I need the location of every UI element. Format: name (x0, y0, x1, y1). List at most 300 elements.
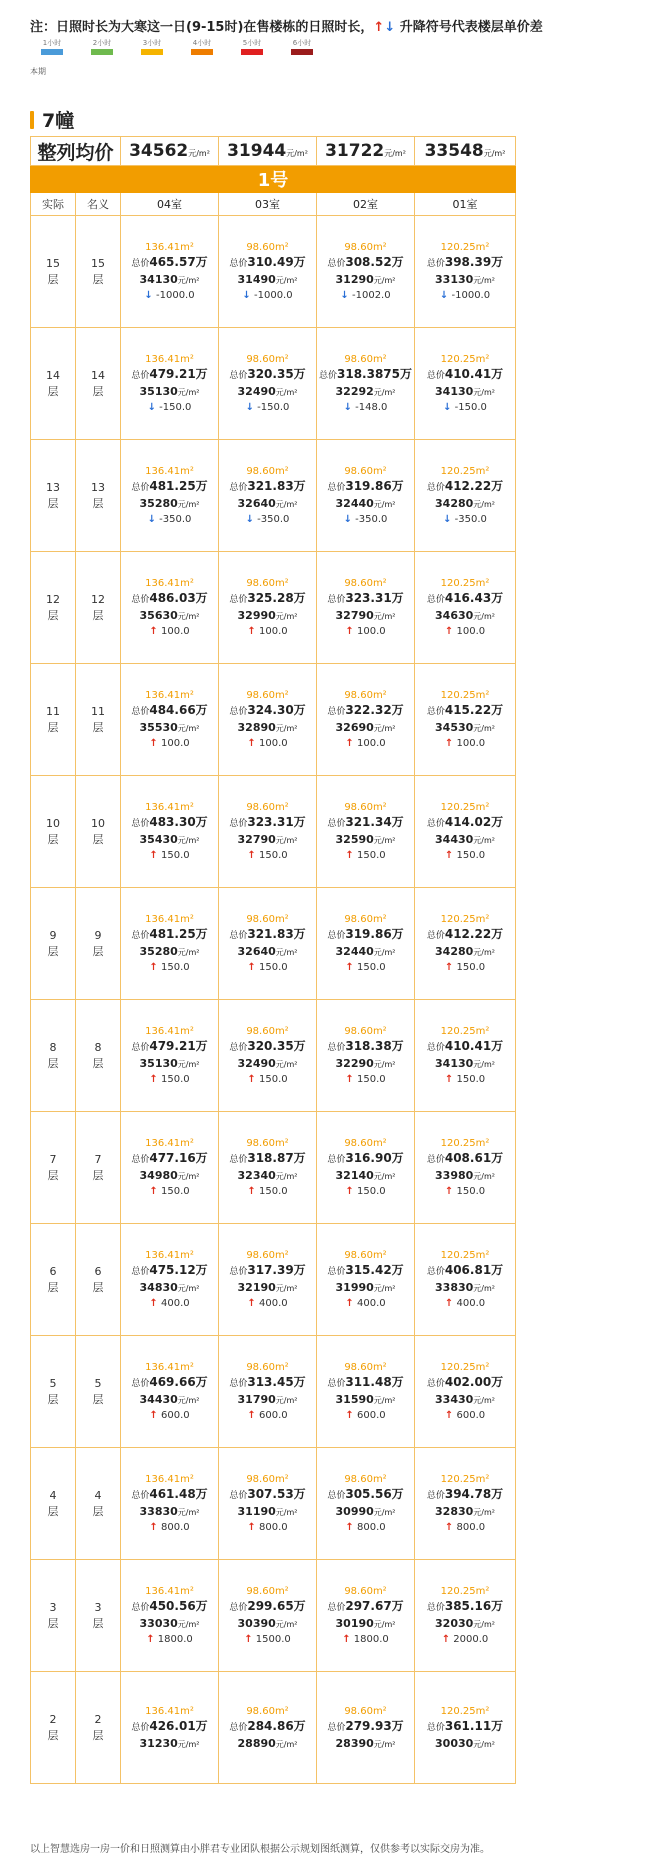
unit-total-price: 总价469.66万 (131, 1375, 208, 1389)
unit-price: 32830元/m² (435, 1505, 495, 1518)
unit-area: 98.60m² (344, 1474, 387, 1485)
unit-area: 120.25m² (440, 354, 490, 365)
unit-cell[interactable] (219, 440, 317, 552)
unit-price: 35630元/m² (139, 609, 200, 622)
floor-nominal: 3 层 (76, 1560, 121, 1672)
floor-row (31, 1560, 516, 1672)
period-label: 本期 (30, 67, 46, 76)
unit-cell[interactable] (121, 1224, 219, 1336)
unit-area: 136.41m² (145, 1250, 194, 1261)
unit-cell[interactable] (415, 664, 516, 776)
floor-actual: 12 层 (31, 552, 76, 664)
unit-cell[interactable] (121, 1336, 219, 1448)
unit-total-price: 总价319.86万 (327, 479, 404, 493)
arrow-up-icon: ↑ (247, 962, 256, 973)
unit-area: 120.25m² (440, 242, 490, 253)
legend-swatch (291, 49, 313, 55)
arrow-up-icon: ↑ (247, 738, 256, 749)
unit-price: 32140元/m² (335, 1169, 396, 1182)
arrow-up-icon: ↑ (247, 1410, 256, 1421)
price-table (30, 136, 516, 1784)
unit-cell[interactable] (219, 552, 317, 664)
arrow-down-icon: ↓ (384, 20, 396, 35)
arrow-up-icon: ↑ (149, 1074, 158, 1085)
unit-area: 136.41m² (145, 1586, 194, 1597)
unit-cell[interactable] (415, 552, 516, 664)
legend-label: 6小时 (292, 39, 312, 47)
unit-cell[interactable] (121, 328, 219, 440)
unit-area: 98.60m² (344, 1362, 387, 1373)
legend-item (80, 38, 124, 55)
unit-area: 98.60m² (344, 466, 387, 477)
unit-area: 98.60m² (246, 1362, 289, 1373)
building-heading (30, 106, 74, 133)
floor-row (31, 1000, 516, 1112)
floor-nominal: 14 层 (76, 328, 121, 440)
col-nominal: 名义 (76, 193, 121, 216)
unit-price: 34130元/m² (435, 1057, 495, 1070)
floor-actual: 10 层 (31, 776, 76, 888)
unit-price: 31290元/m² (335, 273, 396, 286)
unit-price: 34630元/m² (435, 609, 495, 622)
legend-item (30, 38, 74, 55)
unit-price-diff: ↑ 600.0 (444, 1410, 486, 1421)
unit-price: 35130元/m² (139, 385, 200, 398)
unit-cell[interactable] (121, 1672, 219, 1784)
unit-total-price: 总价307.53万 (229, 1487, 306, 1501)
unit-cell[interactable] (415, 1448, 516, 1560)
unit-cell[interactable] (219, 1560, 317, 1672)
unit-price: 32190元/m² (237, 1281, 298, 1294)
floor-nominal: 7 层 (76, 1112, 121, 1224)
avg-price-02: 31722元/m² (317, 137, 415, 166)
floor-row (31, 776, 516, 888)
unit-total-price: 总价394.78万 (426, 1487, 504, 1501)
unit-area: 98.60m² (344, 354, 387, 365)
unit-total-price: 总价320.35万 (229, 1039, 306, 1053)
unit-cell[interactable] (317, 1672, 415, 1784)
unit-cell[interactable] (317, 1224, 415, 1336)
unit-area: 98.60m² (344, 1138, 387, 1149)
unit-cell[interactable] (219, 1224, 317, 1336)
arrow-up-icon: ↑ (149, 738, 158, 749)
unit-cell[interactable] (415, 328, 516, 440)
floor-nominal: 2 层 (76, 1672, 121, 1784)
unit-total-price: 总价320.35万 (229, 367, 306, 381)
unit-price: 31790元/m² (237, 1393, 298, 1406)
unit-total-price: 总价323.31万 (229, 815, 306, 829)
arrow-up-icon: ↑ (444, 1298, 454, 1309)
unit-area: 136.41m² (145, 466, 194, 477)
unit-total-price: 总价410.41万 (426, 1039, 504, 1053)
unit-cell[interactable] (121, 1448, 219, 1560)
legend-item (180, 38, 224, 55)
unit-area: 98.60m² (344, 1705, 387, 1717)
arrow-down-icon: ↓ (343, 514, 352, 525)
arrow-down-icon: ↓ (242, 290, 251, 301)
unit-price: 33030元/m² (139, 1617, 200, 1630)
unit-price-diff: ↓ -1000.0 (439, 290, 491, 301)
unit-area: 98.60m² (246, 1138, 289, 1149)
unit-area: 98.60m² (344, 578, 387, 589)
col-room-04: 04室 (121, 193, 219, 216)
unit-price: 32340元/m² (237, 1169, 298, 1182)
unit-cell[interactable] (415, 1336, 516, 1448)
unit-cell[interactable] (219, 1336, 317, 1448)
floor-actual: 9 层 (31, 888, 76, 1000)
unit-price: 32890元/m² (237, 721, 298, 734)
legend-swatch (41, 49, 63, 55)
unit-price: 35280元/m² (139, 497, 200, 510)
building-name: 7幢 (42, 110, 75, 132)
footer-note: 以上智慧选房一房一价和日照测算由小胖君专业团队根据公示规划图纸测算，仅供参考以实际交房为准。 (30, 1844, 490, 1855)
arrow-up-icon: ↑ (373, 20, 385, 35)
sunlight-legend (30, 38, 330, 55)
arrow-down-icon: ↓ (147, 402, 156, 413)
floor-row (31, 664, 516, 776)
unit-price: 35130元/m² (139, 1057, 200, 1070)
unit-price: 31230元/m² (139, 1736, 200, 1750)
unit-cell[interactable] (317, 1448, 415, 1560)
unit-total-price: 总价318.3875万 (318, 367, 413, 381)
col-actual: 实际 (31, 193, 76, 216)
unit-cell[interactable] (121, 1000, 219, 1112)
floor-nominal: 15 层 (76, 216, 121, 328)
unit-price: 30990元/m² (335, 1505, 396, 1518)
unit-area: 98.60m² (246, 802, 289, 813)
arrow-up-icon: ↑ (345, 1298, 354, 1309)
unit-area: 98.60m² (246, 1705, 289, 1717)
unit-total-price: 总价414.02万 (426, 815, 504, 829)
unit-price: 34280元/m² (435, 497, 495, 510)
unit-price-diff: ↑ 800.0 (149, 1522, 190, 1533)
unit-price-diff: ↓ -1002.0 (340, 290, 391, 301)
unit-area: 120.25m² (440, 914, 490, 925)
arrow-up-icon: ↑ (345, 1186, 354, 1197)
unit-cell[interactable] (415, 440, 516, 552)
unit-price-diff: ↓ -350.0 (343, 514, 388, 525)
unit-cell[interactable] (121, 440, 219, 552)
unit-price-diff: ↑ 100.0 (345, 626, 386, 637)
unit-total-price: 总价279.93万 (327, 1718, 404, 1733)
col-room-03: 03室 (219, 193, 317, 216)
average-price-row (31, 137, 516, 166)
unit-price: 34430元/m² (139, 1393, 200, 1406)
unit-price: 34130元/m² (139, 273, 200, 286)
unit-price-diff: ↑ 100.0 (149, 738, 190, 749)
arrow-up-icon: ↑ (444, 1074, 454, 1085)
unit-area: 136.41m² (145, 802, 194, 813)
unit-price: 30390元/m² (237, 1617, 298, 1630)
unit-price: 32790元/m² (237, 833, 298, 846)
unit-price-diff: ↑ 800.0 (444, 1522, 486, 1533)
unit-cell[interactable] (415, 1112, 516, 1224)
unit-area: 98.60m² (246, 354, 289, 365)
unit-cell[interactable] (219, 1448, 317, 1560)
legend-swatch (141, 49, 163, 55)
floor-actual: 7 层 (31, 1112, 76, 1224)
unit-price: 30030元/m² (435, 1736, 495, 1750)
unit-cell[interactable] (415, 1672, 516, 1784)
unit-total-price: 总价479.21万 (131, 367, 208, 381)
unit-price-diff: ↑ 150.0 (345, 962, 386, 973)
unit-total-price: 总价361.11万 (426, 1718, 504, 1733)
unit-cell[interactable] (317, 1000, 415, 1112)
unit-price-diff: ↑ 150.0 (149, 1074, 190, 1085)
legend-swatch (91, 49, 113, 55)
unit-total-price: 总价477.16万 (131, 1151, 208, 1165)
unit-cell[interactable] (219, 664, 317, 776)
arrow-up-icon: ↑ (149, 962, 158, 973)
unit-cell[interactable] (219, 888, 317, 1000)
unit-total-price: 总价322.32万 (327, 703, 404, 717)
legend-label: 3小时 (142, 39, 162, 47)
floor-row (31, 1224, 516, 1336)
unit-area: 120.25m² (440, 1362, 490, 1373)
floor-actual: 14 层 (31, 328, 76, 440)
unit-price: 31490元/m² (237, 273, 298, 286)
unit-total-price: 总价481.25万 (131, 927, 208, 941)
arrow-up-icon: ↑ (441, 1634, 451, 1645)
unit-price-diff: ↑ 400.0 (345, 1298, 386, 1309)
floor-nominal: 9 层 (76, 888, 121, 1000)
unit-area: 120.25m² (440, 690, 490, 701)
unit-cell[interactable] (415, 216, 516, 328)
unit-price-diff: ↓ -350.0 (245, 514, 290, 525)
unit-cell[interactable] (219, 1112, 317, 1224)
arrow-up-icon: ↑ (149, 1186, 158, 1197)
arrow-up-icon: ↑ (247, 1074, 256, 1085)
unit-name: 1号 (31, 166, 516, 193)
unit-price: 32292元/m² (335, 385, 396, 398)
unit-price: 33430元/m² (435, 1393, 495, 1406)
floor-nominal: 10 层 (76, 776, 121, 888)
unit-price-diff: ↓ -148.0 (343, 402, 388, 413)
avg-price-01: 33548元/m² (415, 137, 516, 166)
unit-price-diff: ↑ 2000.0 (441, 1634, 489, 1645)
unit-area: 98.60m² (246, 1474, 289, 1485)
unit-price-diff: ↑ 150.0 (247, 962, 288, 973)
unit-area: 120.25m² (440, 802, 490, 813)
unit-cell[interactable] (415, 1224, 516, 1336)
unit-cell[interactable] (219, 1672, 317, 1784)
unit-price: 34830元/m² (139, 1281, 200, 1294)
unit-area: 98.60m² (246, 466, 289, 477)
unit-price: 32690元/m² (335, 721, 396, 734)
unit-cell[interactable] (415, 1000, 516, 1112)
unit-price: 35430元/m² (139, 833, 200, 846)
unit-area: 120.25m² (440, 1250, 490, 1261)
arrow-up-icon: ↑ (444, 626, 454, 637)
floor-actual: 13 层 (31, 440, 76, 552)
unit-total-price: 总价450.56万 (131, 1599, 208, 1613)
unit-cell[interactable] (317, 1112, 415, 1224)
unit-price: 33830元/m² (139, 1505, 200, 1518)
unit-total-price: 总价323.31万 (327, 591, 404, 605)
unit-area: 98.60m² (246, 242, 289, 253)
unit-total-price: 总价318.87万 (229, 1151, 306, 1165)
unit-total-price: 总价325.28万 (229, 591, 306, 605)
arrow-up-icon: ↑ (149, 1522, 158, 1533)
unit-price: 31990元/m² (335, 1281, 396, 1294)
unit-total-price: 总价410.41万 (426, 367, 504, 381)
unit-cell[interactable] (121, 888, 219, 1000)
floor-actual: 4 层 (31, 1448, 76, 1560)
unit-price: 32290元/m² (335, 1057, 396, 1070)
arrow-up-icon: ↑ (345, 1522, 354, 1533)
unit-cell[interactable] (317, 552, 415, 664)
unit-total-price: 总价313.45万 (229, 1375, 306, 1389)
unit-price-diff: ↑ 100.0 (444, 738, 486, 749)
unit-price: 32440元/m² (335, 945, 396, 958)
avg-price-04: 34562元/m² (121, 137, 219, 166)
unit-price: 28390元/m² (335, 1736, 396, 1750)
arrow-up-icon: ↑ (146, 1634, 155, 1645)
unit-price-diff: ↑ 150.0 (444, 850, 486, 861)
unit-area: 136.41m² (145, 578, 194, 589)
arrow-up-icon: ↑ (345, 1074, 354, 1085)
legend-label: 2小时 (92, 39, 112, 47)
unit-total-price: 总价321.83万 (229, 479, 306, 493)
arrow-down-icon: ↓ (343, 402, 352, 413)
unit-price: 35280元/m² (139, 945, 200, 958)
legend-item (130, 38, 174, 55)
unit-area: 136.41m² (145, 1474, 194, 1485)
unit-total-price: 总价305.56万 (327, 1487, 404, 1501)
unit-cell[interactable] (415, 888, 516, 1000)
unit-cell[interactable] (121, 1560, 219, 1672)
unit-cell[interactable] (317, 1560, 415, 1672)
unit-total-price: 总价297.67万 (327, 1599, 404, 1613)
unit-total-price: 总价461.48万 (131, 1487, 208, 1501)
unit-area: 98.60m² (344, 690, 387, 701)
unit-cell[interactable] (317, 888, 415, 1000)
floor-actual: 15 层 (31, 216, 76, 328)
unit-price: 32640元/m² (237, 497, 298, 510)
unit-area: 120.25m² (440, 1705, 490, 1717)
unit-price: 31590元/m² (335, 1393, 396, 1406)
arrow-down-icon: ↓ (443, 402, 452, 413)
unit-price-diff: ↑ 150.0 (149, 962, 190, 973)
unit-price-diff: ↓ -150.0 (147, 402, 192, 413)
unit-cell[interactable] (317, 328, 415, 440)
floor-nominal: 8 层 (76, 1000, 121, 1112)
unit-cell[interactable] (317, 776, 415, 888)
unit-area: 136.41m² (145, 1138, 194, 1149)
floor-row (31, 1672, 516, 1784)
floor-nominal: 4 层 (76, 1448, 121, 1560)
unit-price-diff: ↓ -1000.0 (144, 290, 195, 301)
arrow-up-icon: ↑ (149, 850, 158, 861)
unit-cell[interactable] (121, 216, 219, 328)
unit-area: 136.41m² (145, 354, 194, 365)
unit-area: 120.25m² (440, 1474, 490, 1485)
unit-cell[interactable] (415, 776, 516, 888)
unit-total-price: 总价481.25万 (131, 479, 208, 493)
unit-cell[interactable] (219, 328, 317, 440)
unit-price-diff: ↑ 400.0 (149, 1298, 190, 1309)
unit-cell[interactable] (317, 440, 415, 552)
unit-total-price: 总价426.01万 (131, 1718, 208, 1733)
unit-cell[interactable] (121, 1112, 219, 1224)
unit-price-diff: ↑ 600.0 (247, 1410, 288, 1421)
unit-cell[interactable] (219, 776, 317, 888)
unit-price-diff: ↑ 800.0 (247, 1522, 288, 1533)
unit-cell[interactable] (415, 1560, 516, 1672)
unit-price-diff: ↓ -350.0 (443, 514, 487, 525)
unit-total-price: 总价308.52万 (327, 255, 404, 269)
legend-item (230, 38, 274, 55)
unit-total-price: 总价310.49万 (229, 255, 306, 269)
legend-item (280, 38, 324, 55)
unit-area: 136.41m² (145, 690, 194, 701)
unit-total-price: 总价484.66万 (131, 703, 208, 717)
unit-cell[interactable] (317, 664, 415, 776)
arrow-up-icon: ↑ (149, 1410, 158, 1421)
unit-cell[interactable] (219, 1000, 317, 1112)
unit-total-price: 总价284.86万 (229, 1718, 306, 1733)
floor-row (31, 552, 516, 664)
unit-cell[interactable] (121, 552, 219, 664)
unit-cell[interactable] (317, 1336, 415, 1448)
unit-area: 136.41m² (145, 242, 194, 253)
unit-price-diff: ↓ -150.0 (443, 402, 487, 413)
unit-total-price: 总价412.22万 (426, 479, 504, 493)
unit-price-diff: ↑ 600.0 (149, 1410, 190, 1421)
unit-area: 120.25m² (440, 1586, 490, 1597)
arrow-up-icon: ↑ (345, 1410, 354, 1421)
unit-price: 28890元/m² (237, 1736, 298, 1750)
unit-price: 34530元/m² (435, 721, 495, 734)
floor-actual: 5 层 (31, 1336, 76, 1448)
unit-area: 98.60m² (246, 1586, 289, 1597)
unit-price-diff: ↑ 150.0 (247, 1186, 288, 1197)
floor-actual: 2 层 (31, 1672, 76, 1784)
legend-label: 4小时 (192, 39, 212, 47)
unit-area: 98.60m² (344, 1026, 387, 1037)
unit-total-price: 总价321.83万 (229, 927, 306, 941)
floor-nominal: 5 层 (76, 1336, 121, 1448)
unit-total-price: 总价315.42万 (327, 1263, 404, 1277)
arrow-up-icon: ↑ (247, 850, 256, 861)
unit-total-price: 总价385.16万 (426, 1599, 504, 1613)
legend-label: 5小时 (242, 39, 262, 47)
floor-nominal: 11 层 (76, 664, 121, 776)
unit-price: 34430元/m² (435, 833, 495, 846)
unit-cell[interactable] (121, 776, 219, 888)
unit-cell[interactable] (219, 216, 317, 328)
unit-total-price: 总价321.34万 (327, 815, 404, 829)
arrow-up-icon: ↑ (444, 1186, 454, 1197)
unit-area: 98.60m² (246, 1026, 289, 1037)
unit-price-diff: ↑ 150.0 (149, 850, 190, 861)
unit-price: 32640元/m² (237, 945, 298, 958)
unit-cell[interactable] (317, 216, 415, 328)
unit-price: 32490元/m² (237, 385, 298, 398)
floor-nominal: 12 层 (76, 552, 121, 664)
unit-total-price: 总价465.57万 (131, 255, 208, 269)
arrow-up-icon: ↑ (342, 1634, 351, 1645)
unit-cell[interactable] (121, 664, 219, 776)
floor-nominal: 6 层 (76, 1224, 121, 1336)
arrow-down-icon: ↓ (144, 290, 153, 301)
arrow-down-icon: ↓ (443, 514, 452, 525)
unit-total-price: 总价479.21万 (131, 1039, 208, 1053)
arrow-up-icon: ↑ (149, 626, 158, 637)
unit-area: 98.60m² (246, 914, 289, 925)
unit-price-diff: ↑ 400.0 (444, 1298, 486, 1309)
unit-total-price: 总价402.00万 (426, 1375, 504, 1389)
